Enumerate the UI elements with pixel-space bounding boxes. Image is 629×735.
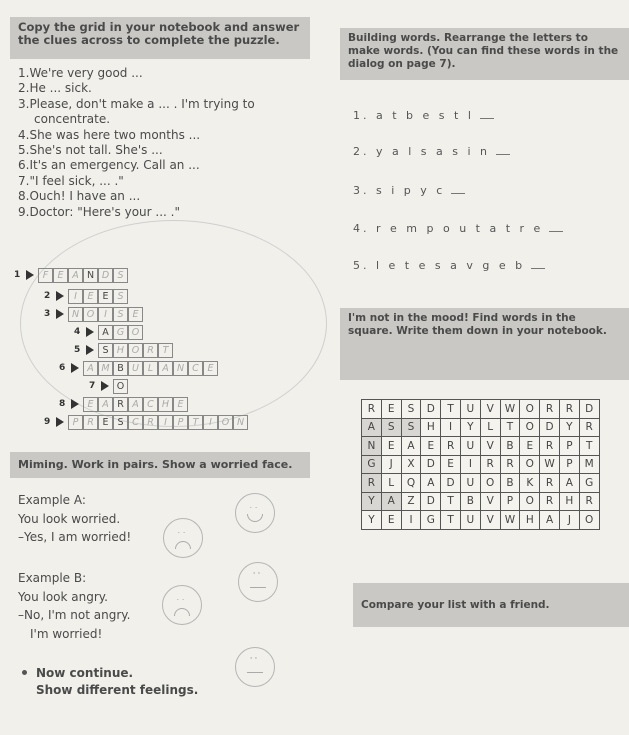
word-search-cell[interactable]: R <box>540 492 560 511</box>
word-search-cell[interactable]: X <box>401 455 421 474</box>
crossword-cell[interactable]: E <box>98 289 113 304</box>
clue-3-continued: concentrate. <box>34 112 111 127</box>
word-search-cell[interactable]: V <box>480 437 500 456</box>
crossword-cell[interactable]: E <box>98 415 113 430</box>
crossword-cell[interactable]: D <box>98 268 113 283</box>
miming-instructions: Miming. Work in pairs. Show a worried face. <box>10 452 310 478</box>
word-search-cell[interactable]: P <box>559 437 579 456</box>
word-search-cell[interactable]: R <box>579 418 599 437</box>
answer-blank[interactable] <box>451 193 465 194</box>
crossword-instructions: Copy the grid in your notebook and answer the clues across to complete the puzzle. <box>10 17 310 59</box>
crossword-cell[interactable]: I <box>203 415 218 430</box>
crossword-cell[interactable]: T <box>158 343 173 358</box>
clue-9: 9.Doctor: "Here's your ... ." <box>18 204 180 219</box>
crossword-cell[interactable]: C <box>128 415 143 430</box>
word-search-cell[interactable]: T <box>441 492 461 511</box>
crossword-cell[interactable]: U <box>128 361 143 376</box>
word-search-cell[interactable]: L <box>381 474 401 493</box>
word-search-cell[interactable]: I <box>441 418 461 437</box>
clue-number: 4 <box>74 327 81 337</box>
word-search-cell[interactable]: Z <box>401 492 421 511</box>
example-a-line-1: You look worried. <box>18 512 121 526</box>
compare-instructions: Compare your list with a friend. <box>353 583 629 627</box>
example-b-line-2: –No, I'm not angry. <box>18 608 131 622</box>
worried-face-icon: .. <box>163 518 203 558</box>
word-search-cell[interactable]: R <box>500 455 520 474</box>
word-search-cell[interactable]: Y <box>460 418 480 437</box>
crossword-clues <box>18 66 308 220</box>
word-search-cell[interactable]: V <box>480 400 500 419</box>
word-search-cell[interactable]: P <box>500 492 520 511</box>
angry-face-icon: '' <box>238 562 278 602</box>
word-search-cell[interactable]: J <box>381 455 401 474</box>
crossword-cell[interactable]: O <box>128 343 143 358</box>
word-search-cell[interactable]: E <box>421 437 441 456</box>
word-search-cell[interactable]: T <box>500 418 520 437</box>
crossword-cell[interactable]: S <box>98 343 113 358</box>
word-search-cell[interactable]: R <box>559 400 579 419</box>
scrambled-word-2: 2. y a l s a s i n <box>353 145 510 158</box>
word-search-cell[interactable]: W <box>540 455 560 474</box>
crossword-cell[interactable]: T <box>188 415 203 430</box>
scrambled-word-4: 4. r e m p o u t a t r e <box>353 222 563 235</box>
crossword-cell[interactable]: O <box>113 379 128 394</box>
crossword-cell[interactable]: E <box>128 307 143 322</box>
scrambled-word-3: 3. s i p y c <box>353 184 465 197</box>
clue-number: 2 <box>44 291 51 301</box>
arrow-right-icon <box>56 309 64 319</box>
answer-blank[interactable] <box>480 118 494 119</box>
word-search-cell[interactable]: K <box>520 474 540 493</box>
word-search-cell[interactable]: H <box>421 418 441 437</box>
word-search-cell[interactable]: I <box>460 455 480 474</box>
crossword-cell[interactable]: P <box>68 415 83 430</box>
crossword-cell[interactable]: R <box>143 343 158 358</box>
building-words-instructions: Building words. Rearrange the letters to make words. (You can find these words in the dialog on page 7). <box>340 28 629 80</box>
crossword-cell[interactable]: B <box>113 361 128 376</box>
crossword-cell[interactable]: N <box>68 307 83 322</box>
clue-4: 4.She was here two months ... <box>18 127 201 142</box>
word-search-cell[interactable]: O <box>579 511 599 530</box>
word-search-cell[interactable]: U <box>460 400 480 419</box>
word-search-cell[interactable]: O <box>480 474 500 493</box>
word-search-cell[interactable]: R <box>540 437 560 456</box>
word-search-cell[interactable]: S <box>381 418 401 437</box>
word-search-cell[interactable]: Y <box>362 511 382 530</box>
word-search-cell[interactable]: U <box>460 437 480 456</box>
crossword-cell[interactable]: H <box>113 343 128 358</box>
word-search-cell[interactable]: T <box>579 437 599 456</box>
crossword-cell[interactable]: E <box>173 397 188 412</box>
word-search-cell[interactable]: T <box>441 400 461 419</box>
crossword-cell[interactable]: F <box>38 268 53 283</box>
crossword-cell[interactable]: G <box>113 325 128 340</box>
crossword-cell[interactable]: R <box>143 415 158 430</box>
arrow-right-icon <box>86 345 94 355</box>
word-search-cell[interactable]: R <box>362 400 382 419</box>
crossword-cell[interactable]: I <box>158 415 173 430</box>
word-search-cell[interactable]: R <box>480 455 500 474</box>
word-search-row <box>362 455 600 474</box>
word-search-row <box>362 511 600 530</box>
word-search-cell[interactable]: T <box>441 511 461 530</box>
crossword-cell[interactable]: E <box>203 361 218 376</box>
crossword-cell[interactable]: A <box>128 397 143 412</box>
word-search-cell[interactable]: W <box>500 400 520 419</box>
clue-number: 8 <box>59 399 66 409</box>
crossword-cell[interactable]: O <box>128 325 143 340</box>
word-search-cell[interactable]: Q <box>401 474 421 493</box>
crossword-cell[interactable]: A <box>98 397 113 412</box>
clue-number: 7 <box>89 381 96 391</box>
bullet-icon <box>22 670 27 675</box>
crossword-cell[interactable]: A <box>68 268 83 283</box>
word-search-cell[interactable]: E <box>441 455 461 474</box>
crossword-cell[interactable]: S <box>113 268 128 283</box>
arrow-right-icon <box>101 381 109 391</box>
word-search-cell[interactable]: D <box>579 400 599 419</box>
example-b-line-1: You look angry. <box>18 590 108 604</box>
word-search-cell[interactable]: A <box>381 492 401 511</box>
example-a-title: Example A: <box>18 493 86 507</box>
word-search-cell[interactable]: Y <box>362 492 382 511</box>
word-search-cell[interactable]: I <box>401 511 421 530</box>
word-search-cell[interactable]: E <box>520 437 540 456</box>
word-search-cell[interactable]: P <box>559 455 579 474</box>
clue-8: 8.Ouch! I have an ... <box>18 189 141 204</box>
arrow-right-icon <box>71 399 79 409</box>
word-search-cell[interactable]: V <box>480 492 500 511</box>
clue-number: 9 <box>44 417 51 427</box>
word-search-cell[interactable]: H <box>520 511 540 530</box>
crossword-cell[interactable]: A <box>98 325 113 340</box>
word-search-cell[interactable]: D <box>421 455 441 474</box>
word-search-cell[interactable]: D <box>540 418 560 437</box>
word-search-instructions: I'm not in the mood! Find words in the square. Write them down in your notebook. <box>340 308 629 380</box>
word-search-cell[interactable]: B <box>500 437 520 456</box>
crossword-cell[interactable]: A <box>83 361 98 376</box>
continue-line-1: Now continue. <box>36 666 134 680</box>
word-search-grid <box>361 399 600 530</box>
word-search-cell[interactable]: Y <box>559 418 579 437</box>
example-b-title: Example B: <box>18 571 87 585</box>
blank-face-icon: '' <box>235 647 275 687</box>
crossword-cell[interactable]: E <box>53 268 68 283</box>
word-search-cell[interactable]: U <box>460 474 480 493</box>
word-search-cell[interactable]: D <box>421 400 441 419</box>
crossword-cell[interactable]: N <box>233 415 248 430</box>
word-search-cell[interactable]: D <box>421 492 441 511</box>
crossword-cell[interactable]: S <box>113 289 128 304</box>
word-search-cell[interactable]: O <box>520 418 540 437</box>
arrow-right-icon <box>71 363 79 373</box>
word-search-row <box>362 492 600 511</box>
word-search-cell[interactable]: U <box>460 511 480 530</box>
word-search-cell[interactable]: A <box>559 474 579 493</box>
word-search-cell[interactable]: A <box>540 511 560 530</box>
word-search-cell[interactable]: R <box>362 474 382 493</box>
word-search-cell[interactable]: R <box>579 492 599 511</box>
word-search-cell[interactable]: R <box>540 400 560 419</box>
word-search-cell[interactable]: B <box>460 492 480 511</box>
word-search-cell[interactable]: M <box>579 455 599 474</box>
word-search-cell[interactable]: R <box>540 474 560 493</box>
word-search-cell[interactable]: H <box>559 492 579 511</box>
clue-number: 6 <box>59 363 66 373</box>
crossword-cell[interactable]: M <box>98 361 113 376</box>
crossword-cell[interactable]: E <box>83 289 98 304</box>
word-search-cell[interactable]: S <box>401 400 421 419</box>
word-search-cell[interactable]: L <box>480 418 500 437</box>
word-search-cell[interactable]: G <box>579 474 599 493</box>
answer-blank[interactable] <box>496 154 510 155</box>
crossword-cell[interactable]: L <box>143 361 158 376</box>
clue-number: 1 <box>14 270 21 280</box>
word-search-row <box>362 418 600 437</box>
word-search-row <box>362 400 600 419</box>
word-search-cell[interactable]: O <box>520 455 540 474</box>
example-a-line-2: –Yes, I am worried! <box>18 530 132 544</box>
word-search-cell[interactable]: E <box>381 511 401 530</box>
crossword-cell[interactable]: C <box>188 361 203 376</box>
crossword-grid <box>0 255 320 455</box>
crossword-cell[interactable]: C <box>143 397 158 412</box>
arrow-right-icon <box>56 417 64 427</box>
word-search-cell[interactable]: N <box>362 437 382 456</box>
clue-2: 2.He ... sick. <box>18 81 92 96</box>
continue-line-2: Show different feelings. <box>36 683 199 697</box>
happy-face-icon: .. <box>235 493 275 533</box>
crossword-cell[interactable]: S <box>113 307 128 322</box>
crossword-cell[interactable]: I <box>68 289 83 304</box>
word-search-cell[interactable]: A <box>421 474 441 493</box>
crossword-cell[interactable]: R <box>83 415 98 430</box>
clue-6: 6.It's an emergency. Call an ... <box>18 158 200 173</box>
clue-number: 5 <box>74 345 81 355</box>
crossword-cell[interactable]: O <box>83 307 98 322</box>
word-search-cell[interactable]: G <box>421 511 441 530</box>
crossword-cell[interactable]: R <box>113 397 128 412</box>
example-b-line-3: I'm worried! <box>30 627 103 641</box>
scrambled-word-5: 5. l e t e s a v g e b <box>353 259 545 272</box>
scrambled-word-1: 1. a t b e s t l <box>353 109 494 122</box>
word-search-row <box>362 437 600 456</box>
worried-face-icon-2: .. <box>162 585 202 625</box>
arrow-right-icon <box>86 327 94 337</box>
crossword-cell[interactable]: I <box>98 307 113 322</box>
word-search-cell[interactable]: E <box>381 400 401 419</box>
word-search-cell[interactable]: B <box>500 474 520 493</box>
crossword-cell[interactable]: P <box>173 415 188 430</box>
arrow-right-icon <box>56 291 64 301</box>
word-search-cell[interactable]: A <box>362 418 382 437</box>
clue-number: 3 <box>44 309 51 319</box>
clue-7: 7."I feel sick, ... ." <box>18 173 124 188</box>
word-search-cell[interactable]: O <box>520 400 540 419</box>
word-search-cell[interactable]: S <box>401 418 421 437</box>
crossword-cell[interactable]: N <box>83 268 98 283</box>
crossword-cell[interactable]: A <box>158 361 173 376</box>
clue-3: 3.Please, don't make a ... . I'm trying to <box>18 96 255 111</box>
crossword-cell[interactable]: N <box>173 361 188 376</box>
crossword-cell[interactable]: E <box>83 397 98 412</box>
arrow-right-icon <box>26 270 34 280</box>
crossword-cell[interactable]: H <box>158 397 173 412</box>
crossword-cell[interactable]: O <box>218 415 233 430</box>
answer-blank[interactable] <box>531 268 545 269</box>
word-search-cell[interactable]: A <box>401 437 421 456</box>
word-search-cell[interactable]: R <box>441 437 461 456</box>
word-search-row <box>362 474 600 493</box>
word-search-cell[interactable]: V <box>480 511 500 530</box>
word-search-cell[interactable]: J <box>559 511 579 530</box>
word-search-cell[interactable]: G <box>362 455 382 474</box>
answer-blank[interactable] <box>549 231 563 232</box>
word-search-cell[interactable]: W <box>500 511 520 530</box>
word-search-cell[interactable]: D <box>441 474 461 493</box>
crossword-cell[interactable]: S <box>113 415 128 430</box>
word-search-cell[interactable]: O <box>520 492 540 511</box>
clue-1: 1.We're very good ... <box>18 66 143 80</box>
clue-5: 5.She's not tall. She's ... <box>18 143 163 158</box>
word-search-cell[interactable]: E <box>381 437 401 456</box>
